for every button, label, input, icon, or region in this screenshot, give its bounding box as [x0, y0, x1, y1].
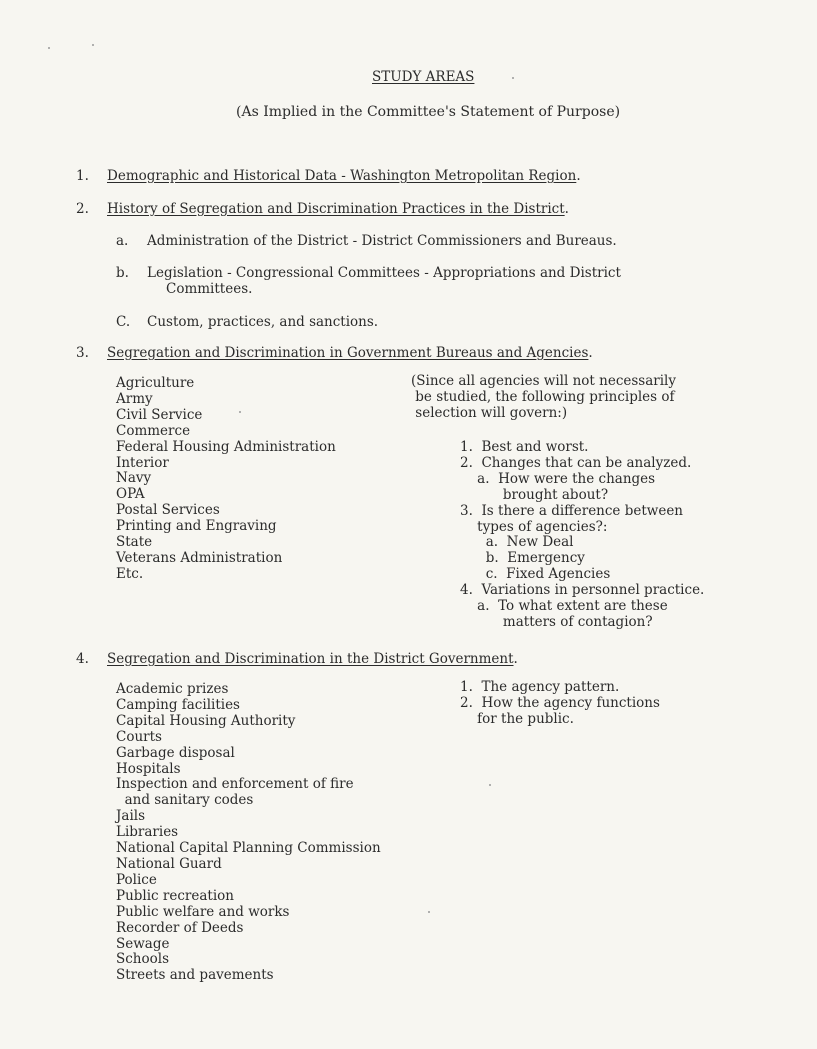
section-1-number: 1. — [76, 168, 89, 184]
district-item: Inspection and enforcement of fire — [116, 776, 354, 793]
agency-item: Interior — [116, 454, 169, 471]
district-item: Academic prizes — [116, 681, 229, 697]
district-item: Public recreation — [116, 887, 234, 904]
paper-speck — [48, 47, 50, 49]
agency-item: Postal Services — [116, 502, 220, 519]
section-2-item-a-text: Administration of the District - District Commissioners and Bureaus. — [147, 233, 617, 249]
section-4-heading: Segregation and Discrimination in the District Government. — [107, 651, 518, 667]
principle-line: c. Fixed Agencies — [460, 566, 611, 583]
section-3-number: 3. — [76, 345, 89, 361]
principle-line: matters of contagion? — [460, 613, 653, 630]
section-2-item-b-text: Legislation - Congressional Committees - Appropriations and District — [147, 265, 621, 281]
paper-speck — [489, 784, 491, 786]
district-item: Schools — [116, 951, 170, 968]
paper-speck — [92, 44, 94, 46]
section-2-item-c-text: Custom, practices, and sanctions. — [147, 314, 379, 330]
district-item: Garbage disposal — [116, 744, 235, 761]
principle-line: 2. How the agency functions — [460, 694, 660, 711]
agency-item: OPA — [116, 486, 145, 503]
section-2-item-b-continuation: Committees. — [166, 281, 253, 297]
district-item: Libraries — [116, 824, 179, 841]
page-subtitle: (As Implied in the Committee's Statement of Purpose) — [236, 104, 621, 120]
paper-speck — [239, 411, 241, 413]
section-3-principles-list — [460, 440, 704, 631]
principle-line: 1. The agency pattern. — [460, 679, 620, 695]
agency-item: Agriculture — [116, 375, 195, 391]
district-item: Public welfare and works — [116, 903, 290, 920]
district-item: National Guard — [116, 855, 222, 872]
district-item: Jails — [116, 808, 146, 825]
section-3-heading: Segregation and Discrimination in Government Bureaus and Agencies. — [107, 345, 593, 361]
note-line: be studied, the following principles of — [411, 388, 675, 405]
note-line: (Since all agencies will not necessarily — [411, 373, 676, 389]
district-item: Hospitals — [116, 760, 181, 777]
principle-line: 1. Best and worst. — [460, 439, 589, 455]
section-1-heading: Demographic and Historical Data - Washington Metropolitan Region. — [107, 168, 581, 184]
agency-item: State — [116, 534, 153, 551]
agency-item: Etc. — [116, 565, 144, 582]
principle-line: a. New Deal — [460, 534, 574, 551]
paper-speck — [428, 911, 430, 913]
principle-line: 4. Variations in personnel practice. — [460, 582, 705, 599]
section-2-heading: History of Segregation and Discrimination Practices in the District. — [107, 201, 569, 217]
district-item: Police — [116, 871, 157, 888]
agency-item: Commerce — [116, 422, 191, 439]
principle-line: b. Emergency — [460, 550, 585, 567]
agency-item: Civil Service — [116, 406, 203, 423]
note-line: selection will govern:) — [411, 404, 568, 421]
section-4-number: 4. — [76, 651, 89, 667]
principle-line: a. To what extent are these — [460, 598, 668, 615]
agency-item: Navy — [116, 470, 152, 487]
agency-item: Army — [116, 390, 153, 407]
principle-line: 3. Is there a difference between — [460, 502, 684, 519]
section-3-selection-note — [411, 374, 676, 422]
page-title: STUDY AREAS — [372, 69, 475, 85]
district-item: Streets and pavements — [116, 967, 274, 984]
section-2-item-b-letter: b. — [116, 265, 129, 281]
section-2-item-c-letter: C. — [116, 314, 131, 330]
paper-speck — [512, 77, 514, 79]
district-item: Camping facilities — [116, 696, 240, 713]
section-4-principles-list — [460, 680, 660, 728]
district-item: Capital Housing Authority — [116, 712, 296, 729]
agency-item: Printing and Engraving — [116, 518, 277, 535]
district-item: and sanitary codes — [116, 792, 254, 809]
agency-item: Veterans Administration — [116, 549, 283, 566]
principle-line: for the public. — [460, 710, 574, 727]
agency-item: Federal Housing Administration — [116, 438, 336, 455]
principle-line: a. How were the changes — [460, 470, 656, 487]
district-item: Sewage — [116, 935, 170, 952]
principle-line: brought about? — [460, 486, 609, 503]
district-item: Courts — [116, 728, 162, 745]
district-item: Recorder of Deeds — [116, 919, 244, 936]
section-3-agency-list — [116, 376, 336, 583]
section-4-agency-list — [116, 682, 381, 984]
district-item: National Capital Planning Commission — [116, 840, 381, 857]
section-2-number: 2. — [76, 201, 89, 217]
section-2-item-a-letter: a. — [116, 233, 129, 249]
principle-line: types of agencies?: — [460, 518, 608, 535]
principle-line: 2. Changes that can be analyzed. — [460, 454, 692, 471]
